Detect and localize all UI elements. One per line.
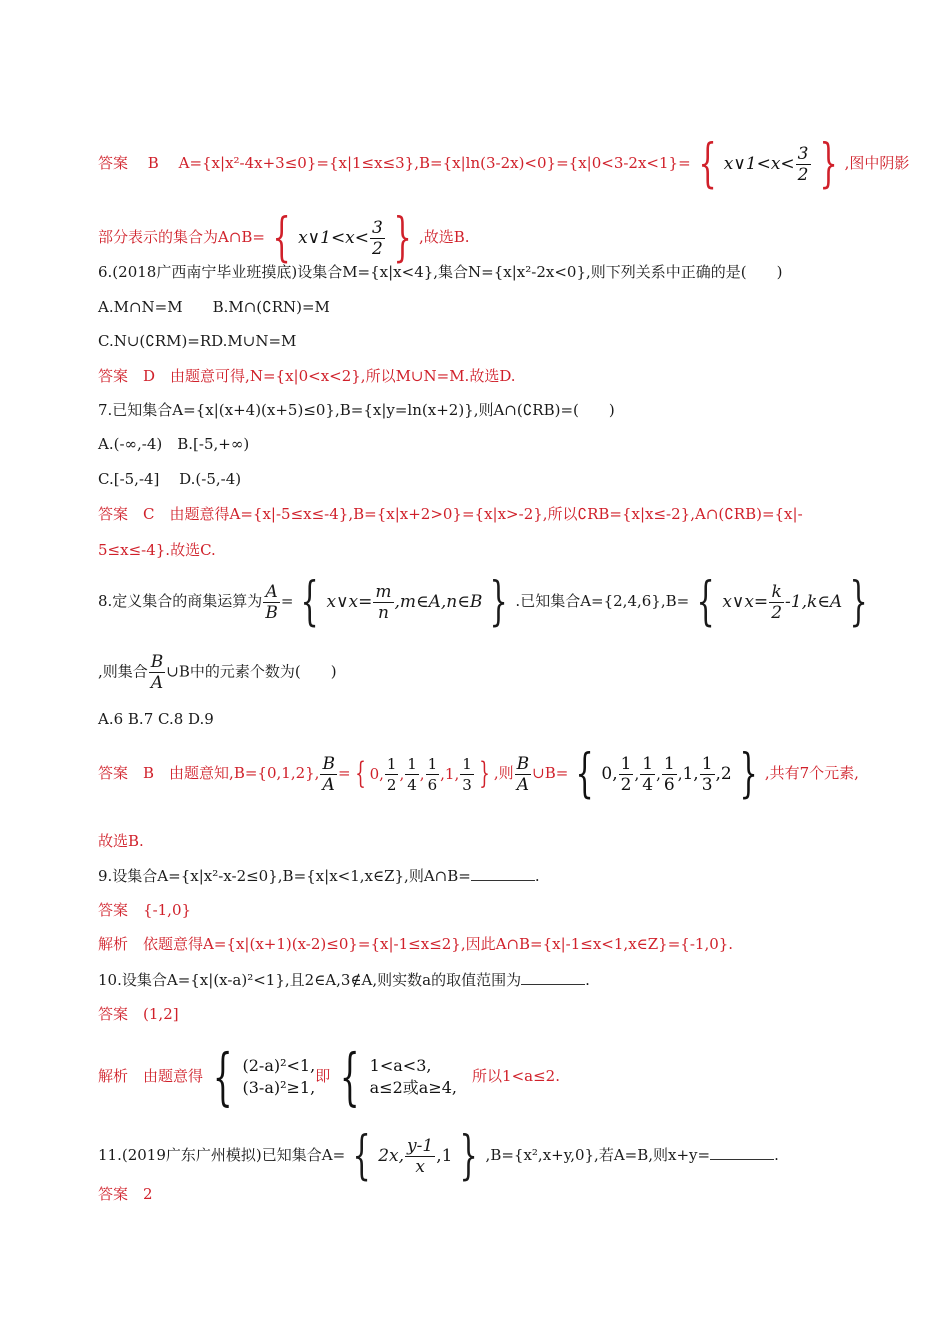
- q10-analysis: 解析 由题意得 { (2-a)²<1, (3-a)²≥1, 即 { 1<a<3, a≤2或a≥4, 所以1<a≤2.: [98, 1040, 560, 1113]
- q8-answer-line1: 答案 B 由题意知,B={0,1,2}, $\frac{B}{A}$ = { 0, $\frac{1}{2}$ , $\frac{1}{4}$ , $\frac{1}{6}$ , 1, $\frac{1}{3}$ } ,则 $\frac{B}{A}$ ∪B= { 0, $\frac{1}{2}$ , $\frac{1}{4}$ , $\frac{1}{6}$ , 1, $\frac{1}{3}$ ,2 } ,共有7个元素,: [98, 744, 859, 804]
- q6-answer: 答案 D 由题意可得,N={x|0<x<2},所以M∪N=M.故选D.: [98, 367, 516, 385]
- q9-answer: 答案 {-1,0}: [98, 901, 192, 919]
- set-brace: { x∨1<x< $\frac{3}{2}$ }: [272, 208, 412, 268]
- answer-blank: [521, 970, 585, 985]
- q11-answer: 答案 2: [98, 1185, 153, 1203]
- answer-choice: B: [147, 154, 159, 172]
- q8-stem-line1: 8.定义集合的商集运算为 $\frac{A}{B}$ = { x∨x= $\frac{m}{n}$ ,m∈A,n∈B } .已知集合A={2,4,6},B= { x∨x= $\frac{k}{2}$ -1,k∈A }: [98, 572, 868, 632]
- answer-blank: [471, 866, 535, 881]
- fraction: $\frac{3}{2}$: [797, 143, 809, 185]
- q8-answer-line2: 故选B.: [98, 832, 144, 850]
- answer-label: 答案: [98, 154, 129, 172]
- q11-stem: 11.(2019广东广州模拟)已知集合A= { 2x, $\frac{y-1}{x}$ ,1 } ,B={x²,x+y,0},若A=B,则x+y= .: [98, 1126, 779, 1186]
- q7-options-ab: A.(-∞,-4) B.[-5,+∞): [98, 435, 250, 453]
- q9-stem: 9.设集合A={x|x²-x-2≤0},B={x|x<1,x∈Z},则A∩B= .: [98, 867, 540, 885]
- q5-answer-line1: 答案 B A={x|x²-4x+3≤0}={x|1≤x≤3},B={x|ln(3-2x)<0}={x|0<3-2x<1}= { x∨1<x< $\frac{3}{2}$ } ,图中阴影: [98, 134, 910, 194]
- answer-blank: [710, 1145, 774, 1160]
- q7-answer-line2: 5≤x≤-4}.故选C.: [98, 541, 216, 559]
- q9-analysis: 解析 依题意得A={x|(x+1)(x-2)≤0}={x|-1≤x≤2},因此A∩B={x|-1≤x<1,x∈Z}={-1,0}.: [98, 935, 734, 953]
- q10-answer: 答案 (1,2]: [98, 1005, 179, 1023]
- q7-answer-line1: 答案 C 由题意得A={x|-5≤x≤-4},B={x|x+2>0}={x|x>-2},所以∁RB={x|x≤-2},A∩(∁RB)={x|-: [98, 505, 803, 523]
- q7-stem: 7.已知集合A={x|(x+4)(x+5)≤0},B={x|y=ln(x+2)},则A∩(∁RB)=( ): [98, 401, 615, 419]
- q7-options-cd: C.[-5,-4] D.(-5,-4): [98, 470, 242, 488]
- q8-stem-line2: ,则集合 $\frac{B}{A}$ ∪B中的元素个数为( ): [98, 652, 337, 693]
- q6-options-ab: A.M∩N=M B.M∩(∁RN)=M: [98, 298, 330, 316]
- answer-text: A={x|x²-4x+3≤0}={x|1≤x≤3},B={x|ln(3-2x)<0}={x|0<3-2x<1}=: [178, 154, 691, 172]
- q6-stem: 6.(2018广西南宁毕业班摸底)设集合M={x|x<4},集合N={x|x²-2x<0},则下列关系中正确的是( ): [98, 263, 783, 281]
- q6-options-cd: C.N∪(∁RM)=RD.M∪N=M: [98, 332, 297, 350]
- q8-options: A.6 B.7 C.8 D.9: [98, 710, 214, 728]
- fraction: $\frac{A}{B}$: [265, 581, 278, 623]
- q5-answer-line2: 部分表示的集合为A∩B= { x∨1<x< $\frac{3}{2}$ } ,故选B.: [98, 208, 470, 268]
- q10-stem: 10.设集合A={x|(x-a)²<1},且2∈A,3∉A,则实数a的取值范围为 .: [98, 971, 590, 989]
- set-brace: { x∨1<x< $\frac{3}{2}$ }: [698, 134, 838, 194]
